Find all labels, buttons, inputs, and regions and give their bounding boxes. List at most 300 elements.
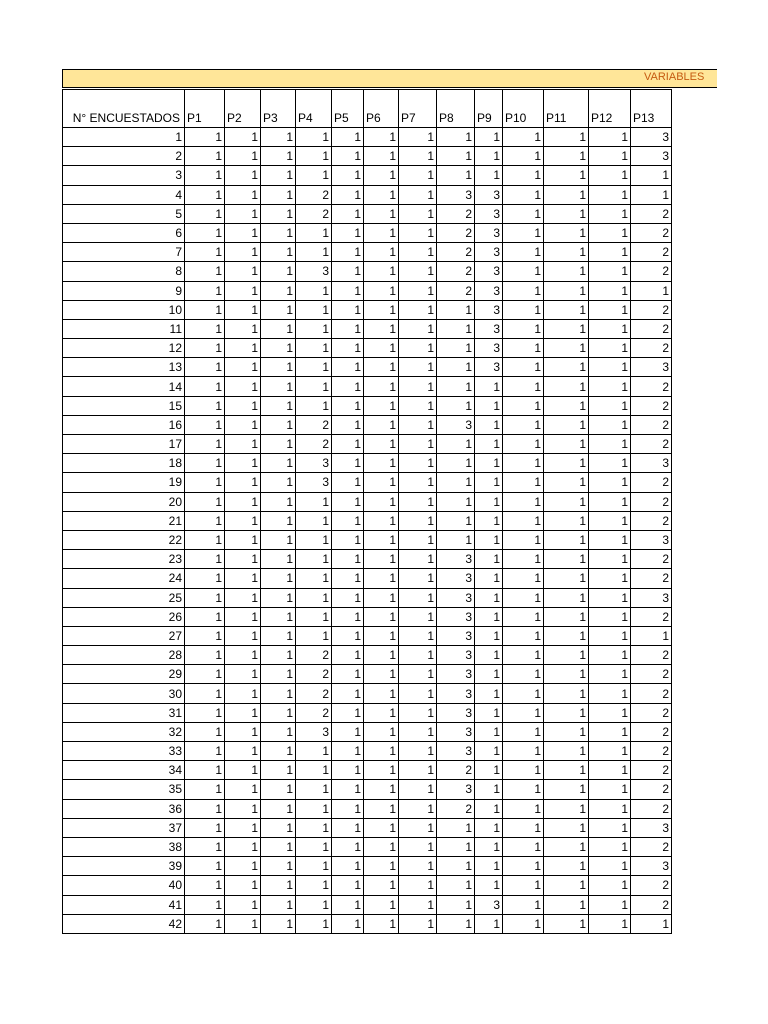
answer-cell: 1 — [261, 358, 296, 377]
answer-cell: 1 — [475, 780, 503, 799]
answer-cell: 1 — [332, 895, 364, 914]
table-row — [63, 492, 672, 511]
answer-cell: 1 — [261, 128, 296, 147]
answer-cell: 3 — [475, 339, 503, 358]
answer-cell: 1 — [399, 646, 437, 665]
answer-cell: 1 — [544, 147, 589, 166]
answer-cell: 1 — [332, 147, 364, 166]
answer-cell: 1 — [185, 185, 225, 204]
answer-cell: 1 — [475, 626, 503, 645]
answer-cell: 1 — [503, 742, 544, 761]
header-p2: P2 — [225, 90, 261, 128]
answer-cell: 1 — [475, 761, 503, 780]
answer-cell: 1 — [437, 837, 475, 856]
answer-cell: 3 — [631, 588, 672, 607]
answer-cell: 1 — [631, 166, 672, 185]
answer-cell: 1 — [261, 799, 296, 818]
answer-cell: 1 — [437, 530, 475, 549]
answer-cell: 1 — [261, 185, 296, 204]
answer-cell: 1 — [364, 895, 399, 914]
answer-cell: 2 — [296, 204, 332, 223]
answer-cell: 3 — [475, 204, 503, 223]
answer-cell: 1 — [399, 415, 437, 434]
answer-cell: 2 — [631, 684, 672, 703]
answer-cell: 1 — [225, 435, 261, 454]
answer-cell: 1 — [399, 626, 437, 645]
answer-cell: 1 — [261, 377, 296, 396]
table-row — [63, 511, 672, 530]
answer-cell: 1 — [332, 588, 364, 607]
answer-cell: 1 — [475, 550, 503, 569]
respondent-number: 6 — [63, 223, 185, 242]
answer-cell: 1 — [399, 319, 437, 338]
answer-cell: 1 — [364, 319, 399, 338]
answer-cell: 2 — [631, 895, 672, 914]
respondent-number: 35 — [63, 780, 185, 799]
answer-cell: 1 — [364, 550, 399, 569]
answer-cell: 1 — [399, 281, 437, 300]
answer-cell: 1 — [437, 857, 475, 876]
answer-cell: 1 — [589, 607, 631, 626]
answer-cell: 1 — [437, 473, 475, 492]
answer-cell: 1 — [261, 262, 296, 281]
answer-cell: 1 — [332, 799, 364, 818]
answer-cell: 1 — [503, 185, 544, 204]
answer-cell: 1 — [544, 761, 589, 780]
answer-cell: 1 — [185, 415, 225, 434]
answer-cell: 1 — [544, 530, 589, 549]
table-row — [63, 319, 672, 338]
answer-cell: 1 — [185, 128, 225, 147]
answer-cell: 1 — [185, 607, 225, 626]
answer-cell: 1 — [364, 281, 399, 300]
respondent-number: 38 — [63, 837, 185, 856]
answer-cell: 1 — [589, 300, 631, 319]
answer-cell: 1 — [544, 742, 589, 761]
answer-cell: 1 — [503, 377, 544, 396]
table-row — [63, 204, 672, 223]
answer-cell: 3 — [631, 857, 672, 876]
answer-cell: 2 — [296, 646, 332, 665]
answer-cell: 1 — [225, 262, 261, 281]
answer-cell: 1 — [332, 837, 364, 856]
respondent-number: 37 — [63, 818, 185, 837]
answer-cell: 1 — [503, 569, 544, 588]
answer-cell: 1 — [399, 185, 437, 204]
answer-cell: 1 — [475, 435, 503, 454]
table-row — [63, 435, 672, 454]
answer-cell: 1 — [332, 415, 364, 434]
answer-cell: 1 — [475, 128, 503, 147]
answer-cell: 2 — [631, 511, 672, 530]
answer-cell: 1 — [364, 742, 399, 761]
answer-cell: 2 — [631, 550, 672, 569]
answer-cell: 1 — [185, 876, 225, 895]
answer-cell: 1 — [364, 761, 399, 780]
respondent-number: 3 — [63, 166, 185, 185]
answer-cell: 1 — [399, 262, 437, 281]
answer-cell: 1 — [589, 665, 631, 684]
answer-cell: 1 — [364, 818, 399, 837]
respondent-number: 30 — [63, 684, 185, 703]
answer-cell: 2 — [631, 837, 672, 856]
answer-cell: 1 — [261, 300, 296, 319]
answer-cell: 1 — [589, 818, 631, 837]
respondent-number: 39 — [63, 857, 185, 876]
respondent-number: 27 — [63, 626, 185, 645]
table-row — [63, 646, 672, 665]
answer-cell: 1 — [503, 550, 544, 569]
answer-cell: 1 — [332, 358, 364, 377]
respondent-number: 33 — [63, 742, 185, 761]
header-p13: P13 — [631, 90, 672, 128]
answer-cell: 1 — [503, 684, 544, 703]
answer-cell: 1 — [589, 530, 631, 549]
answer-cell: 1 — [225, 895, 261, 914]
respondent-number: 31 — [63, 703, 185, 722]
answer-cell: 1 — [296, 339, 332, 358]
header-p12: P12 — [589, 90, 631, 128]
answer-cell: 1 — [503, 243, 544, 262]
answer-cell: 1 — [296, 761, 332, 780]
answer-cell: 1 — [261, 550, 296, 569]
answer-cell: 3 — [296, 262, 332, 281]
answer-cell: 2 — [296, 185, 332, 204]
answer-cell: 2 — [296, 665, 332, 684]
answer-cell: 1 — [503, 166, 544, 185]
answer-cell: 3 — [437, 646, 475, 665]
answer-cell: 2 — [631, 243, 672, 262]
answer-cell: 1 — [475, 454, 503, 473]
answer-cell: 1 — [296, 396, 332, 415]
answer-cell: 1 — [544, 550, 589, 569]
answer-cell: 1 — [261, 530, 296, 549]
answer-cell: 2 — [631, 780, 672, 799]
answer-cell: 1 — [261, 914, 296, 933]
answer-cell: 1 — [399, 473, 437, 492]
answer-cell: 1 — [544, 204, 589, 223]
table-row — [63, 281, 672, 300]
answer-cell: 1 — [503, 319, 544, 338]
answer-cell: 1 — [296, 243, 332, 262]
answer-cell: 1 — [225, 377, 261, 396]
answer-cell: 1 — [225, 300, 261, 319]
respondent-number: 34 — [63, 761, 185, 780]
table-row — [63, 396, 672, 415]
answer-cell: 1 — [185, 799, 225, 818]
answer-cell: 1 — [225, 454, 261, 473]
answer-cell: 1 — [503, 703, 544, 722]
answer-cell: 1 — [185, 818, 225, 837]
answer-cell: 1 — [437, 914, 475, 933]
table-row — [63, 262, 672, 281]
answer-cell: 1 — [296, 914, 332, 933]
answer-cell: 1 — [589, 281, 631, 300]
answer-cell: 2 — [631, 799, 672, 818]
answer-cell: 1 — [185, 223, 225, 242]
answer-cell: 1 — [589, 358, 631, 377]
answer-cell: 1 — [399, 492, 437, 511]
answer-cell: 2 — [631, 223, 672, 242]
answer-cell: 1 — [589, 223, 631, 242]
answer-cell: 1 — [225, 799, 261, 818]
answer-cell: 1 — [437, 147, 475, 166]
answer-cell: 1 — [364, 300, 399, 319]
answer-cell: 1 — [503, 530, 544, 549]
answer-cell: 1 — [296, 742, 332, 761]
answer-cell: 1 — [437, 300, 475, 319]
answer-cell: 2 — [631, 319, 672, 338]
table-row — [63, 128, 672, 147]
answer-cell: 1 — [399, 684, 437, 703]
answer-cell: 1 — [261, 339, 296, 358]
answer-cell: 1 — [332, 722, 364, 741]
answer-cell: 1 — [544, 454, 589, 473]
answer-cell: 1 — [399, 377, 437, 396]
answer-cell: 2 — [437, 761, 475, 780]
header-p3: P3 — [261, 90, 296, 128]
answer-cell: 1 — [296, 492, 332, 511]
respondent-number: 13 — [63, 358, 185, 377]
table-row — [63, 147, 672, 166]
answer-cell: 1 — [296, 588, 332, 607]
answer-cell: 1 — [185, 281, 225, 300]
answer-cell: 2 — [631, 876, 672, 895]
answer-cell: 3 — [475, 319, 503, 338]
answer-cell: 1 — [225, 319, 261, 338]
answer-cell: 1 — [544, 396, 589, 415]
answer-cell: 1 — [503, 799, 544, 818]
answer-cell: 1 — [364, 454, 399, 473]
answer-cell: 1 — [544, 646, 589, 665]
respondent-number: 23 — [63, 550, 185, 569]
answer-cell: 1 — [185, 914, 225, 933]
answer-cell: 1 — [399, 300, 437, 319]
answer-cell: 1 — [589, 396, 631, 415]
answer-cell: 1 — [185, 646, 225, 665]
answer-cell: 1 — [296, 569, 332, 588]
answer-cell: 1 — [332, 665, 364, 684]
answer-cell: 3 — [631, 128, 672, 147]
answer-cell: 1 — [185, 262, 225, 281]
answer-cell: 1 — [261, 818, 296, 837]
header-p4: P4 — [296, 90, 332, 128]
respondent-number: 7 — [63, 243, 185, 262]
answer-cell: 1 — [261, 281, 296, 300]
answer-cell: 1 — [399, 166, 437, 185]
answer-cell: 1 — [544, 262, 589, 281]
respondent-number: 5 — [63, 204, 185, 223]
answer-cell: 1 — [332, 204, 364, 223]
respondent-number: 26 — [63, 607, 185, 626]
answer-cell: 1 — [332, 530, 364, 549]
answer-cell: 1 — [296, 166, 332, 185]
answer-cell: 1 — [364, 223, 399, 242]
answer-cell: 1 — [261, 396, 296, 415]
answer-cell: 1 — [185, 358, 225, 377]
answer-cell: 1 — [475, 166, 503, 185]
answer-cell: 1 — [364, 377, 399, 396]
answer-cell: 1 — [296, 607, 332, 626]
answer-cell: 1 — [185, 396, 225, 415]
answer-cell: 1 — [544, 281, 589, 300]
answer-cell: 1 — [261, 223, 296, 242]
answer-cell: 1 — [364, 415, 399, 434]
answer-cell: 1 — [503, 396, 544, 415]
answer-cell: 1 — [185, 857, 225, 876]
answer-cell: 1 — [261, 626, 296, 645]
answer-cell: 1 — [225, 837, 261, 856]
answer-cell: 1 — [225, 722, 261, 741]
answer-cell: 1 — [332, 857, 364, 876]
answer-cell: 1 — [225, 492, 261, 511]
answer-cell: 1 — [364, 722, 399, 741]
answer-cell: 1 — [332, 281, 364, 300]
answer-cell: 1 — [589, 185, 631, 204]
answer-cell: 3 — [437, 780, 475, 799]
answer-cell: 1 — [332, 223, 364, 242]
answer-cell: 1 — [225, 223, 261, 242]
answer-cell: 3 — [475, 223, 503, 242]
answer-cell: 1 — [364, 511, 399, 530]
answer-cell: 1 — [261, 415, 296, 434]
answer-cell: 1 — [589, 204, 631, 223]
answer-cell: 1 — [475, 415, 503, 434]
answer-cell: 1 — [261, 319, 296, 338]
table-row — [63, 454, 672, 473]
answer-cell: 1 — [544, 185, 589, 204]
answer-cell: 1 — [399, 243, 437, 262]
answer-cell: 1 — [503, 665, 544, 684]
answer-cell: 1 — [399, 435, 437, 454]
answer-cell: 1 — [332, 607, 364, 626]
answer-cell: 1 — [364, 703, 399, 722]
answer-cell: 1 — [225, 358, 261, 377]
answer-cell: 1 — [544, 569, 589, 588]
answer-cell: 1 — [296, 626, 332, 645]
answer-cell: 1 — [399, 550, 437, 569]
answer-cell: 2 — [437, 262, 475, 281]
answer-cell: 1 — [399, 895, 437, 914]
answer-cell: 1 — [332, 626, 364, 645]
answer-cell: 1 — [296, 876, 332, 895]
answer-cell: 1 — [225, 396, 261, 415]
answer-cell: 3 — [296, 473, 332, 492]
answer-cell: 1 — [399, 223, 437, 242]
answer-cell: 3 — [437, 722, 475, 741]
answer-cell: 1 — [225, 780, 261, 799]
answer-cell: 1 — [544, 607, 589, 626]
answer-cell: 1 — [589, 895, 631, 914]
answer-cell: 1 — [544, 377, 589, 396]
answer-cell: 1 — [185, 722, 225, 741]
answer-cell: 1 — [185, 626, 225, 645]
answer-cell: 1 — [589, 588, 631, 607]
answer-cell: 1 — [589, 166, 631, 185]
answer-cell: 1 — [503, 223, 544, 242]
answer-cell: 1 — [399, 665, 437, 684]
answer-cell: 1 — [437, 818, 475, 837]
answer-cell: 1 — [503, 281, 544, 300]
answer-cell: 1 — [364, 646, 399, 665]
table-row — [63, 742, 672, 761]
answer-cell: 1 — [185, 377, 225, 396]
table-row — [63, 223, 672, 242]
answer-cell: 1 — [225, 646, 261, 665]
answer-cell: 1 — [399, 128, 437, 147]
answer-cell: 1 — [225, 684, 261, 703]
answer-cell: 1 — [544, 473, 589, 492]
answer-cell: 3 — [437, 626, 475, 645]
answer-cell: 1 — [332, 914, 364, 933]
table-row — [63, 684, 672, 703]
answer-cell: 1 — [296, 857, 332, 876]
answer-cell: 1 — [332, 876, 364, 895]
answer-cell: 1 — [261, 646, 296, 665]
answer-cell: 1 — [399, 857, 437, 876]
answer-cell: 1 — [475, 799, 503, 818]
answer-cell: 1 — [503, 895, 544, 914]
answer-cell: 1 — [544, 415, 589, 434]
answer-cell: 1 — [185, 511, 225, 530]
answer-cell: 1 — [261, 435, 296, 454]
answer-cell: 1 — [185, 339, 225, 358]
answer-cell: 1 — [225, 243, 261, 262]
answer-cell: 1 — [364, 147, 399, 166]
answer-cell: 3 — [631, 530, 672, 549]
answer-cell: 1 — [332, 684, 364, 703]
answer-cell: 1 — [503, 262, 544, 281]
answer-cell: 1 — [332, 396, 364, 415]
answer-cell: 3 — [437, 607, 475, 626]
answer-cell: 1 — [364, 358, 399, 377]
answer-cell: 1 — [544, 128, 589, 147]
header-p5: P5 — [332, 90, 364, 128]
answer-cell: 3 — [296, 454, 332, 473]
answer-cell: 1 — [437, 435, 475, 454]
respondent-number: 9 — [63, 281, 185, 300]
answer-cell: 1 — [364, 876, 399, 895]
answer-cell: 1 — [544, 818, 589, 837]
answer-cell: 3 — [475, 300, 503, 319]
answer-cell: 1 — [185, 742, 225, 761]
answer-cell: 1 — [475, 703, 503, 722]
answer-cell: 1 — [364, 473, 399, 492]
answer-cell: 1 — [544, 857, 589, 876]
answer-cell: 1 — [399, 588, 437, 607]
answer-cell: 1 — [399, 876, 437, 895]
answer-cell: 2 — [631, 761, 672, 780]
answer-cell: 3 — [437, 665, 475, 684]
answer-cell: 1 — [399, 358, 437, 377]
answer-cell: 1 — [437, 396, 475, 415]
answer-cell: 1 — [364, 799, 399, 818]
respondent-number: 15 — [63, 396, 185, 415]
answer-cell: 1 — [503, 492, 544, 511]
answer-cell: 1 — [225, 550, 261, 569]
answer-cell: 1 — [475, 492, 503, 511]
answer-cell: 1 — [399, 147, 437, 166]
answer-cell: 1 — [475, 530, 503, 549]
answer-cell: 1 — [399, 569, 437, 588]
answer-cell: 1 — [225, 339, 261, 358]
answer-cell: 1 — [589, 454, 631, 473]
answer-cell: 1 — [332, 473, 364, 492]
answer-cell: 1 — [225, 473, 261, 492]
answer-cell: 2 — [631, 646, 672, 665]
answer-cell: 2 — [296, 435, 332, 454]
answer-cell: 1 — [332, 569, 364, 588]
